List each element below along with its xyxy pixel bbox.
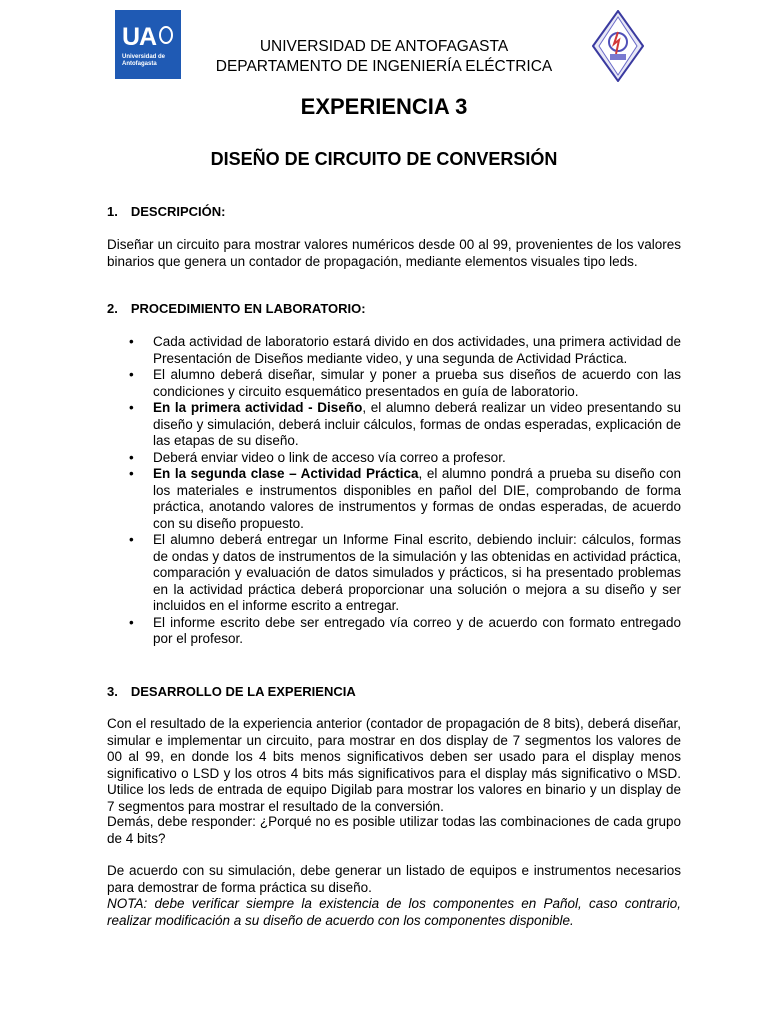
section-3-paragraph-2: Demás, debe responder: ¿Porqué no es posible utilizar todas las combinaciones de cada grupo de 4 bits? [107,814,681,846]
logo-text: UA [122,23,157,51]
university-name: UNIVERSIDAD DE ANTOFAGASTA [259,38,509,55]
bullet-icon: • [129,466,134,481]
section-1-heading: 1. DESCRIPCIÓN: [107,204,226,219]
list-item-bold-text: En la segunda clase – Actividad Práctica [153,466,419,481]
section-3-paragraph-3: De acuerdo con su simulación, debe generar un listado de equipos e instrumentos necesarios para demostrar de forma práctica su diseño. [107,863,681,895]
list-item-text: Cada actividad de laboratorio estará divido en dos actividades, una primera actividad de Presentación de Diseños mediante video, y una segunda de Actividad Práctica. [153,334,681,366]
bullet-icon: • [129,400,134,415]
list-item-text: El alumno deberá diseñar, simular y poner a prueba sus diseños de acuerdo con las condiciones y circuito esquemático presentados en guía de laboratorio. [153,367,681,399]
list-item-text: , el alumno deberá realizar un video presentando su diseño y simulación, deberá incluir cálculos, formas de ondas esperadas, explicación de las etapas de su diseño. [153,400,681,448]
section-1-text: Diseñar un circuito para mostrar valores numéricos desde 00 al 99, provenientes de los valores binarios que genera un contador de propagación, mediante elementos visuales tipo leds. [107,237,681,269]
bullet-icon: • [129,532,134,547]
section-3-heading: 3. DESARROLLO DE LA EXPERIENCIA [107,684,356,699]
page-title: EXPERIENCIA 3 [300,94,468,119]
list-item [107,334,681,367]
bullet-icon: • [129,367,134,382]
list-item [107,615,681,648]
logo-subtext: Universidad de Antofagasta [122,54,166,67]
procedure-list [107,334,681,648]
section-3-note: NOTA: debe verificar siempre la existencia de los componentes en Pañol, caso contrario, realizar modificación a su diseño de acuerdo con los componentes disponible. [107,896,681,928]
department-name: DEPARTAMENTO DE INGENIERÍA ELÉCTRICA [215,58,553,75]
bullet-icon: • [129,614,134,630]
list-item-bold-text: En la primera actividad - Diseño [153,400,363,415]
bullet-icon: • [129,449,134,465]
list-item [107,400,681,450]
list-item [107,532,681,615]
bullet-icon: • [129,334,134,349]
list-item-text: El alumno deberá entregar un Informe Final escrito, debiendo incluir: cálculos, formas de ondas y datos de instrumentos de la simulación y las obtenidas en actividad práctica, comparación y evaluación de datos simulados y prácticos, si ha presentado problemas en la actividad práctica deberá proporcionar una solución o mejora a su diseño y ser incluidos en el informe escrito a entregar. [153,532,681,613]
page-subtitle: DISEÑO DE CIRCUITO DE CONVERSIÓN [210,149,558,169]
list-item-text: El informe escrito debe ser entregado vía correo y de acuerdo con formato entregado por el profesor. [153,614,681,646]
list-item [107,466,681,532]
list-item [107,367,681,400]
list-item-text: , el alumno pondrá a prueba su diseño con los materiales e instrumentos disponibles en pañol del DIE, comprobando de forma práctica, anotando valores de instrumentos y formas de ondas esperadas, de acuerdo con su diseño propuesto. [153,466,681,531]
section-2-heading: 2. PROCEDIMIENTO EN LABORATORIO: [107,301,366,316]
list-item-text: Deberá enviar video o link de acceso vía correo a profesor. [153,449,506,465]
list-item [107,450,681,467]
section-3-paragraph-1: Con el resultado de la experiencia anterior (contador de propagación de 8 bits), deberá diseñar, simular e implementar un circuito, para mostrar en dos display de 7 segmentos los valores de 00 al 99, en donde los 4 bits menos significativos deben ser usado para el display menos significativo o LSD y los otros 4 bits más significativos para el display más significativo o MSD. Utilice los leds de entrada de equipo Digilab para mostrar los valores en binario y un display de 7 segmentos para mostrar el resultado de la conversión. [107,716,681,814]
